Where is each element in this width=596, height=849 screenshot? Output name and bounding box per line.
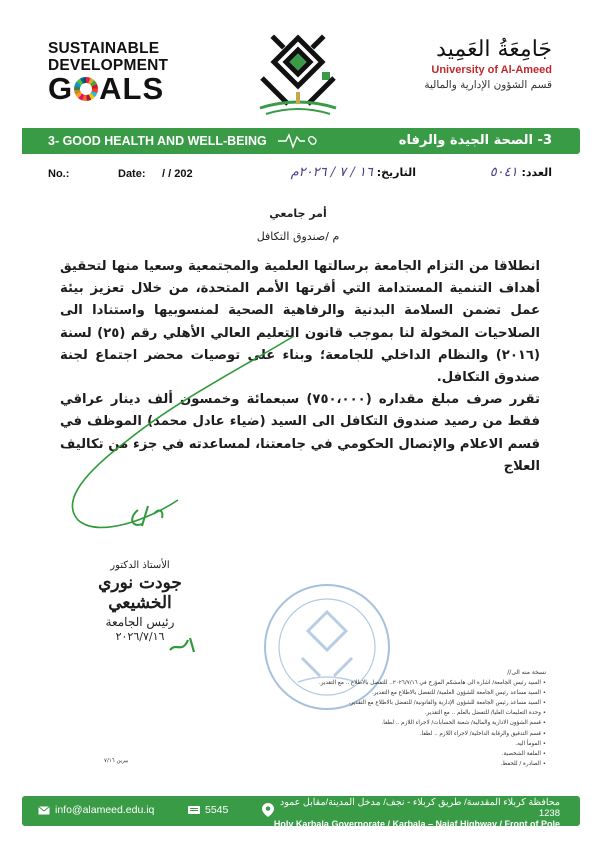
university-name-en: University of Al-Ameed (431, 64, 552, 76)
ref-date-ar (291, 165, 416, 180)
sdg-logo (48, 40, 168, 104)
signatory-role: رئيس الجامعة (105, 615, 175, 629)
cc-item: • قسم الشؤون الادارية والمالية/ شعبة الحسابات/ لاجراء اللازم .. لطفا. (256, 718, 546, 728)
sdg-logo-line-1: SUSTAINABLE (48, 40, 160, 57)
ref-date-template: / / 202 (162, 168, 193, 180)
letter-paragraph: تقرر صرف مبلغ مقداره (٧٥٠،٠٠٠) سبعمائة وخمسون ألف دينار عراقي فقط من رصيد صندوق التكافل الى السيد (ضياء عادل محمد) الموظف في قسم الاعلام والإتصال الحكومي في جامعتنا، لمساعدته في جزء من تكاليف العلاج (60, 392, 540, 474)
cc-list (256, 668, 546, 769)
sdg-logo-letter-g: G (48, 71, 74, 106)
heartbeat-icon (278, 131, 318, 151)
cc-item: • السيد مساعد رئيس الجامعة للشؤون العلمية/ للتفضل بالاطلاع مع التقدير. (256, 688, 546, 698)
cc-item: • المومأ اليه. (256, 739, 546, 749)
ref-date-label: Date: (118, 168, 146, 180)
sdg-logo-line-3 (48, 71, 168, 106)
ref-date-value: ١٦ / ٧ / ٢٠٢٦م (290, 165, 373, 180)
cc-item: • السيد رئيس الجامعة/ اشارة الى هامشكم المؤرخ في ٢٠٢٦/٧/١٦.. للتفضل بالاطلاع .. مع التقدير. (256, 678, 546, 688)
cc-item: • الصادرة / للحفظ. (256, 759, 546, 769)
signatory-date: ٢٠٢٦/٧/١٦ (115, 630, 165, 643)
department-name-ar: قسم الشؤون الإدارية والمالية (424, 79, 552, 91)
university-identity (402, 38, 552, 91)
sdg-wheel-icon (74, 77, 98, 101)
footer-phone[interactable] (188, 804, 228, 816)
cc-item: • السيد مساعد رئيس الجامعة للشؤون الإدارية والقانونية/ للتفضل بالاطلاع مع التقدير. (256, 698, 546, 708)
footer-email[interactable] (38, 804, 154, 816)
ref-no-label: No.: (48, 168, 70, 180)
goal-banner-en: 3- GOOD HEALTH AND WELL-BEING (48, 134, 267, 148)
ref-number-label-ar: العدد: (521, 166, 552, 179)
letter-paragraph: انطلاقا من التزام الجامعة برسالتها العلمية والمجتمعية وسعيا منها لتحقيق أهداف التنمية المستدامة التي أقرتها الأمم المتحدة، من خلال تعزيز بيئة عمل تضمن السلامة البدنية والرفاهية الصحية لمنسوبيها واستنادا الى الصلاحيات المخولة لنا بموجب قانون التعليم العالي الأهلي رقم (٢٥) لسنة (٢٠١٦) والنظام الداخلي للجامعة؛ وبناء على توصيات محضر اجتماع لجنة صندوق التكافل. (60, 259, 541, 386)
letter-subject: م /صندوق التكافل (256, 230, 340, 243)
university-name-ar: جَامِعَةُ العَمِيد (436, 37, 552, 62)
cc-item: • قسم التدقيق والرقابة الداخلية/ لاجراء اللازم .. لطفا. (256, 729, 546, 739)
footer-address-ar: محافظة كربلاء المقدسة/ طريق كربلاء - نجف/ مدخل المدينة/مقابل عمود 1238 (279, 797, 560, 819)
footer-phone-text: 5545 (205, 804, 229, 816)
phone-icon (188, 805, 200, 815)
email-icon (38, 806, 50, 815)
sdg-logo-letters-als: ALS (99, 71, 165, 106)
typist-initials: بيرين ٧/١٦ (104, 758, 129, 764)
signatory-name: جودت نوري الخشيعي (98, 573, 182, 613)
cc-item: • الملفة الشخصية. (256, 749, 546, 759)
letter-title: أمر جامعي (269, 207, 327, 220)
green-signature-flourish (58, 330, 298, 540)
ref-number-ar (490, 165, 552, 180)
cc-item: • وحدة التعليمات العليا/ للتفضل بالعلم .. مع التقدير. (256, 708, 546, 718)
signatory-title: الأستاذ الدكتور (110, 560, 170, 571)
footer-address (260, 797, 560, 839)
ref-number-value: ٥٠٤١ (489, 165, 518, 180)
signatory-block (70, 560, 210, 643)
goal-banner-ar: 3- الصحة الجيدة والرفاه (398, 133, 552, 148)
university-emblem-icon (252, 32, 344, 118)
ref-date-label-ar: التاريخ: (376, 166, 416, 179)
cc-title: نسخة منه الى// (507, 669, 546, 676)
footer-email-text: info@alameed.edu.iq (55, 804, 155, 816)
sdg-logo-line-2: DEVELOPMENT (48, 57, 169, 74)
footer-address-en: Holy Karbala Governorate / Karbala – Najaf Highway / Front of Pole 1238 (273, 819, 560, 839)
signature-initial-mark (168, 632, 198, 658)
